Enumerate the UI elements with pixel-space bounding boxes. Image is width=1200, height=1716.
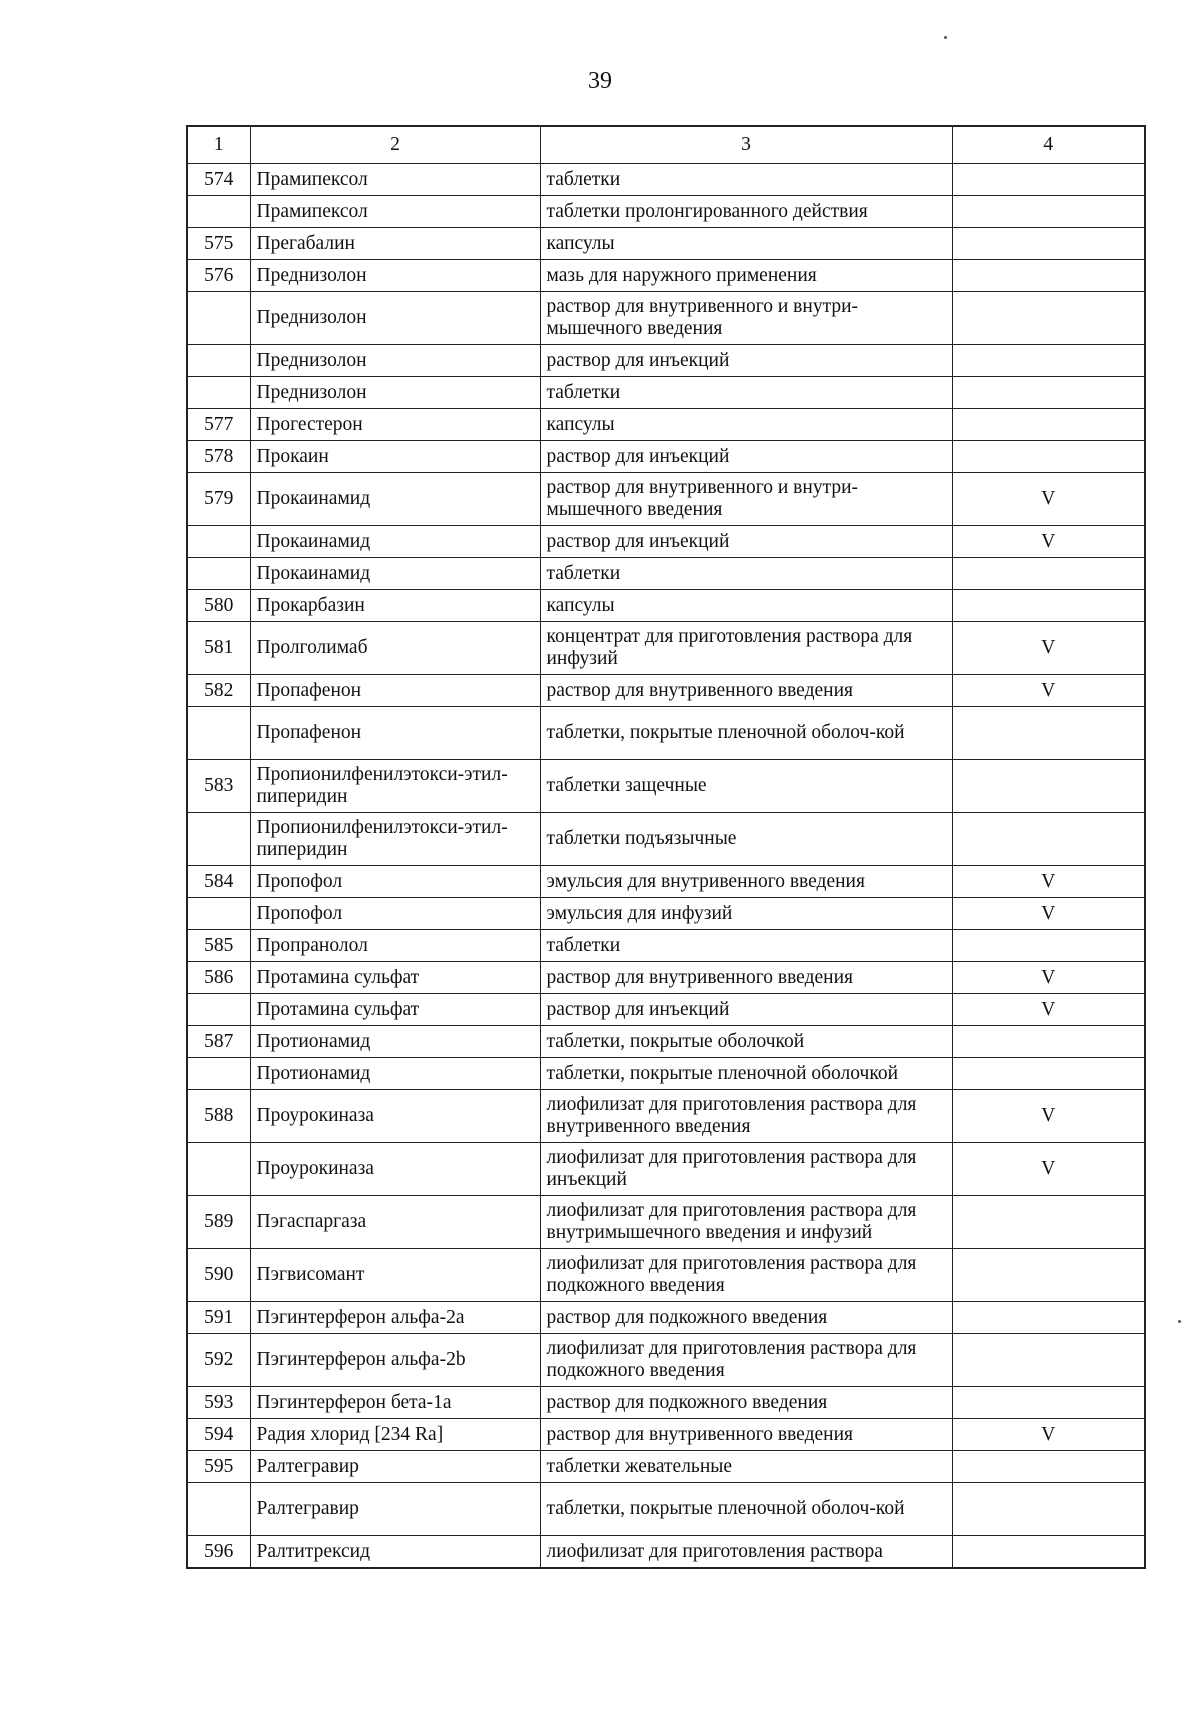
table-row <box>187 962 1145 994</box>
dosage-form: таблетки жевательные <box>540 1451 952 1483</box>
dosage-form: таблетки подъязычные <box>540 813 952 866</box>
table-row <box>187 345 1145 377</box>
drug-name: Преднизолон <box>250 260 540 292</box>
dosage-form: раствор для подкожного введения <box>540 1387 952 1419</box>
row-number: 583 <box>187 760 250 813</box>
table-row <box>187 526 1145 558</box>
table-row <box>187 1196 1145 1249</box>
table-row <box>187 1058 1145 1090</box>
table-row <box>187 1249 1145 1302</box>
vital-mark <box>952 1302 1145 1334</box>
dosage-form: лиофилизат для приготовления раствора <box>540 1536 952 1569</box>
row-number: 576 <box>187 260 250 292</box>
table-row <box>187 228 1145 260</box>
table-row <box>187 260 1145 292</box>
drug-name: Прокарбазин <box>250 590 540 622</box>
row-number: 582 <box>187 675 250 707</box>
column-header-2: 2 <box>250 126 540 164</box>
table-row <box>187 994 1145 1026</box>
dosage-form: капсулы <box>540 409 952 441</box>
vital-mark <box>952 1058 1145 1090</box>
drug-name: Пэгинтерферон альфа-2b <box>250 1334 540 1387</box>
page-number: 39 <box>588 68 612 94</box>
dosage-form: раствор для внутривенного и внутри-мышечного введения <box>540 292 952 345</box>
row-number: 594 <box>187 1419 250 1451</box>
row-number <box>187 1143 250 1196</box>
drug-name: Протионамид <box>250 1058 540 1090</box>
row-number <box>187 994 250 1026</box>
dosage-form: капсулы <box>540 590 952 622</box>
dosage-form: раствор для внутривенного введения <box>540 1419 952 1451</box>
row-number <box>187 292 250 345</box>
row-number: 577 <box>187 409 250 441</box>
vital-mark <box>952 409 1145 441</box>
drug-name: Радия хлорид [234 Ra] <box>250 1419 540 1451</box>
table-row <box>187 1026 1145 1058</box>
dosage-form: раствор для подкожного введения <box>540 1302 952 1334</box>
drug-name: Пропафенон <box>250 707 540 760</box>
dosage-form: лиофилизат для приготовления раствора для внутримышечного введения и инфузий <box>540 1196 952 1249</box>
dosage-form: таблетки защечные <box>540 760 952 813</box>
dosage-form: капсулы <box>540 228 952 260</box>
row-number: 584 <box>187 866 250 898</box>
drug-name: Прамипексол <box>250 196 540 228</box>
vital-mark <box>952 1026 1145 1058</box>
scan-speck <box>1178 1320 1181 1323</box>
dosage-form: эмульсия для инфузий <box>540 898 952 930</box>
vital-mark: V <box>952 962 1145 994</box>
dosage-form: таблетки, покрытые пленочной оболоч-кой <box>540 1483 952 1536</box>
scan-speck <box>944 36 947 39</box>
vital-mark <box>952 260 1145 292</box>
vital-mark <box>952 707 1145 760</box>
table-row <box>187 1483 1145 1536</box>
table-row <box>187 930 1145 962</box>
table-row <box>187 760 1145 813</box>
row-number <box>187 707 250 760</box>
vital-mark <box>952 1334 1145 1387</box>
drug-name: Проурокиназа <box>250 1143 540 1196</box>
drug-name: Прогестерон <box>250 409 540 441</box>
dosage-form: раствор для внутривенного введения <box>540 675 952 707</box>
dosage-form: раствор для внутривенного введения <box>540 962 952 994</box>
vital-mark <box>952 196 1145 228</box>
drug-name: Преднизолон <box>250 377 540 409</box>
vital-mark <box>952 1196 1145 1249</box>
dosage-form: таблетки <box>540 164 952 196</box>
row-number: 588 <box>187 1090 250 1143</box>
row-number: 589 <box>187 1196 250 1249</box>
row-number <box>187 1483 250 1536</box>
drug-name: Пропофол <box>250 866 540 898</box>
table-row <box>187 409 1145 441</box>
vital-mark: V <box>952 1419 1145 1451</box>
table-row <box>187 441 1145 473</box>
row-number <box>187 813 250 866</box>
dosage-form: мазь для наружного применения <box>540 260 952 292</box>
drug-name: Прамипексол <box>250 164 540 196</box>
table-row <box>187 590 1145 622</box>
drug-name: Прокаинамид <box>250 473 540 526</box>
vital-mark <box>952 930 1145 962</box>
vital-mark <box>952 813 1145 866</box>
table-row <box>187 1334 1145 1387</box>
dosage-form: лиофилизат для приготовления раствора для внутривенного введения <box>540 1090 952 1143</box>
dosage-form: лиофилизат для приготовления раствора для подкожного введения <box>540 1249 952 1302</box>
table-row <box>187 707 1145 760</box>
table-header <box>187 126 1145 164</box>
vital-mark: V <box>952 898 1145 930</box>
vital-mark <box>952 1536 1145 1569</box>
drug-name: Пропофол <box>250 898 540 930</box>
row-number: 578 <box>187 441 250 473</box>
table-row <box>187 1143 1145 1196</box>
vital-mark <box>952 345 1145 377</box>
row-number: 592 <box>187 1334 250 1387</box>
table-row <box>187 675 1145 707</box>
table-row <box>187 292 1145 345</box>
row-number: 595 <box>187 1451 250 1483</box>
drug-name: Проурокиназа <box>250 1090 540 1143</box>
column-header-3: 3 <box>540 126 952 164</box>
vital-mark <box>952 1451 1145 1483</box>
row-number <box>187 196 250 228</box>
row-number <box>187 1058 250 1090</box>
dosage-form: таблетки <box>540 930 952 962</box>
dosage-form: таблетки, покрытые оболочкой <box>540 1026 952 1058</box>
vital-mark: V <box>952 866 1145 898</box>
drug-name: Пэгинтерферон альфа-2а <box>250 1302 540 1334</box>
drug-name: Пролголимаб <box>250 622 540 675</box>
vital-mark: V <box>952 1143 1145 1196</box>
row-number: 580 <box>187 590 250 622</box>
table-row <box>187 1387 1145 1419</box>
drug-name: Преднизолон <box>250 292 540 345</box>
table-row <box>187 473 1145 526</box>
drug-name: Пропионилфенилэтокси-этил-пиперидин <box>250 813 540 866</box>
row-number: 574 <box>187 164 250 196</box>
table-row <box>187 1090 1145 1143</box>
row-number <box>187 558 250 590</box>
drug-name: Протионамид <box>250 1026 540 1058</box>
dosage-form: таблетки, покрытые пленочной оболочкой <box>540 1058 952 1090</box>
drug-name: Пэгаспаргаза <box>250 1196 540 1249</box>
dosage-form: эмульсия для внутривенного введения <box>540 866 952 898</box>
row-number: 585 <box>187 930 250 962</box>
vital-mark: V <box>952 526 1145 558</box>
vital-mark <box>952 1249 1145 1302</box>
table-row <box>187 622 1145 675</box>
row-number: 593 <box>187 1387 250 1419</box>
dosage-form: таблетки пролонгированного действия <box>540 196 952 228</box>
drug-name: Пропионилфенилэтокси-этил-пиперидин <box>250 760 540 813</box>
drug-name: Пэгвисомант <box>250 1249 540 1302</box>
table-row <box>187 377 1145 409</box>
dosage-form: раствор для инъекций <box>540 994 952 1026</box>
dosage-form: таблетки, покрытые пленочной оболоч-кой <box>540 707 952 760</box>
column-header-1: 1 <box>187 126 250 164</box>
row-number <box>187 898 250 930</box>
table-row <box>187 1536 1145 1569</box>
vital-mark <box>952 377 1145 409</box>
table-row <box>187 1451 1145 1483</box>
drug-name: Пэгинтерферон бета-1а <box>250 1387 540 1419</box>
vital-mark <box>952 228 1145 260</box>
drug-name: Протамина сульфат <box>250 994 540 1026</box>
table-row <box>187 866 1145 898</box>
vital-mark: V <box>952 473 1145 526</box>
table-row <box>187 558 1145 590</box>
dosage-form: раствор для инъекций <box>540 441 952 473</box>
row-number: 591 <box>187 1302 250 1334</box>
row-number <box>187 345 250 377</box>
table-row <box>187 898 1145 930</box>
drug-name: Прокаинамид <box>250 558 540 590</box>
table-row <box>187 164 1145 196</box>
vital-mark <box>952 1483 1145 1536</box>
row-number: 579 <box>187 473 250 526</box>
drug-name: Прокаинамид <box>250 526 540 558</box>
vital-mark <box>952 760 1145 813</box>
dosage-form: концентрат для приготовления раствора для инфузий <box>540 622 952 675</box>
vital-mark: V <box>952 675 1145 707</box>
vital-mark <box>952 1387 1145 1419</box>
row-number <box>187 526 250 558</box>
dosage-form: таблетки <box>540 377 952 409</box>
dosage-form: раствор для инъекций <box>540 345 952 377</box>
vital-mark <box>952 558 1145 590</box>
table-row <box>187 196 1145 228</box>
table-row <box>187 1302 1145 1334</box>
vital-mark: V <box>952 994 1145 1026</box>
drug-name: Пропранолол <box>250 930 540 962</box>
row-number: 586 <box>187 962 250 994</box>
row-number: 596 <box>187 1536 250 1569</box>
dosage-form: лиофилизат для приготовления раствора для инъекций <box>540 1143 952 1196</box>
row-number: 575 <box>187 228 250 260</box>
table-body <box>187 164 1145 1569</box>
vital-mark <box>952 441 1145 473</box>
vital-mark <box>952 292 1145 345</box>
drug-table <box>186 125 1146 1569</box>
dosage-form: таблетки <box>540 558 952 590</box>
drug-name: Преднизолон <box>250 345 540 377</box>
table-row <box>187 813 1145 866</box>
dosage-form: лиофилизат для приготовления раствора для подкожного введения <box>540 1334 952 1387</box>
drug-name: Ралтегравир <box>250 1451 540 1483</box>
vital-mark <box>952 164 1145 196</box>
drug-name: Ралтитрексид <box>250 1536 540 1569</box>
drug-name: Протамина сульфат <box>250 962 540 994</box>
drug-name: Прокаин <box>250 441 540 473</box>
drug-name: Ралтегравир <box>250 1483 540 1536</box>
table-row <box>187 1419 1145 1451</box>
dosage-form: раствор для внутривенного и внутри-мышечного введения <box>540 473 952 526</box>
vital-mark: V <box>952 1090 1145 1143</box>
row-number: 581 <box>187 622 250 675</box>
row-number: 590 <box>187 1249 250 1302</box>
vital-mark: V <box>952 622 1145 675</box>
vital-mark <box>952 590 1145 622</box>
drug-name: Прегабалин <box>250 228 540 260</box>
column-header-4: 4 <box>952 126 1145 164</box>
drug-name: Пропафенон <box>250 675 540 707</box>
row-number <box>187 377 250 409</box>
dosage-form: раствор для инъекций <box>540 526 952 558</box>
row-number: 587 <box>187 1026 250 1058</box>
